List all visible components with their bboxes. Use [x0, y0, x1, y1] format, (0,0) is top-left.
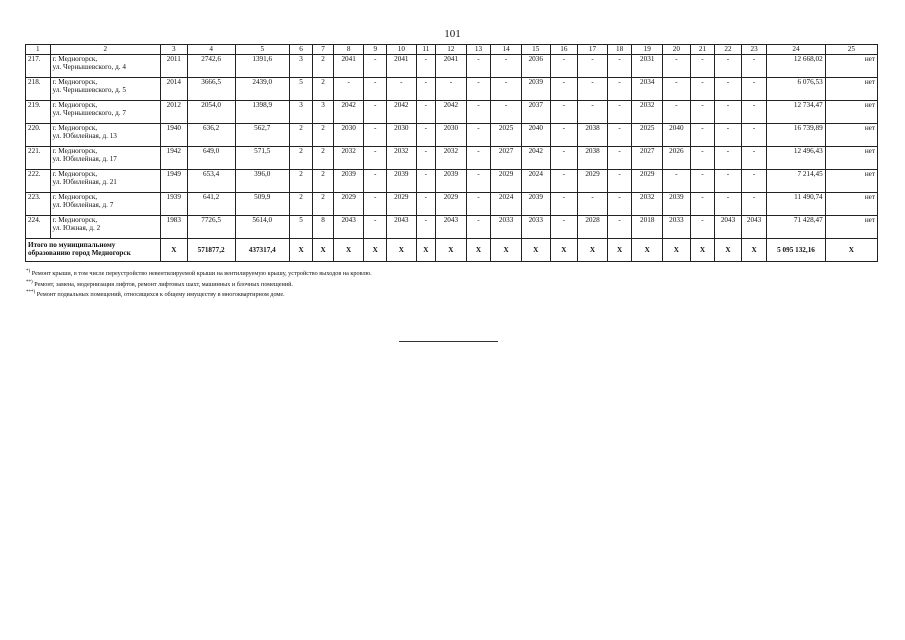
table-cell: -: [550, 124, 578, 147]
total-cell: Х: [364, 239, 387, 262]
table-cell: -: [491, 78, 522, 101]
address-cell: г. Медногорск, ул. Юбилейная, д. 21: [50, 170, 160, 193]
column-number: 14: [491, 45, 522, 55]
column-number: 19: [632, 45, 663, 55]
table-row: [26, 124, 878, 147]
table-cell: -: [607, 170, 632, 193]
column-number: 6: [289, 45, 313, 55]
table-cell: -: [364, 193, 387, 216]
table-cell: 2033: [521, 216, 550, 239]
table-cell: 2042: [386, 101, 416, 124]
column-number: 20: [663, 45, 691, 55]
column-number-row: [26, 45, 878, 55]
total-cell: Х: [436, 239, 467, 262]
status-cell: нет: [825, 170, 877, 193]
table-cell: -: [466, 78, 491, 101]
table-cell: -: [741, 55, 767, 78]
table-cell: 2: [289, 170, 313, 193]
table-cell: -: [364, 124, 387, 147]
table-cell: -: [663, 78, 691, 101]
table-cell: 2024: [491, 193, 522, 216]
table-cell: 2: [313, 124, 333, 147]
table-cell: -: [663, 55, 691, 78]
table-cell: -: [364, 78, 387, 101]
cost-cell: 16 739,89: [767, 124, 825, 147]
column-number: 18: [607, 45, 632, 55]
table-cell: 2041: [333, 55, 364, 78]
column-number: 15: [521, 45, 550, 55]
table-cell: -: [715, 101, 742, 124]
table-cell: -: [333, 78, 364, 101]
address-cell: г. Медногорск, ул. Юбилейная, д. 17: [50, 147, 160, 170]
table-cell: 2029: [578, 170, 608, 193]
table-cell: 1940: [161, 124, 188, 147]
address-cell: г. Медногорск, ул. Юбилейная, д. 7: [50, 193, 160, 216]
table-cell: -: [416, 101, 435, 124]
column-number: 23: [741, 45, 767, 55]
table-cell: 2014: [161, 78, 188, 101]
table-cell: 2: [313, 147, 333, 170]
table-cell: 5: [289, 216, 313, 239]
column-number: 11: [416, 45, 435, 55]
table-cell: 3: [289, 101, 313, 124]
table-cell: 2742,6: [187, 55, 235, 78]
table-cell: -: [416, 193, 435, 216]
table-cell: 3: [289, 55, 313, 78]
table-cell: 2040: [521, 124, 550, 147]
table-cell: -: [491, 55, 522, 78]
table-cell: -: [741, 101, 767, 124]
table-cell: 2027: [491, 147, 522, 170]
column-number: 17: [578, 45, 608, 55]
table-cell: 636,2: [187, 124, 235, 147]
table-cell: -: [663, 101, 691, 124]
cost-cell: 11 490,74: [767, 193, 825, 216]
table-cell: 2043: [386, 216, 416, 239]
status-cell: нет: [825, 55, 877, 78]
table-cell: 2039: [663, 193, 691, 216]
total-cell: Х: [333, 239, 364, 262]
table-cell: 2: [313, 78, 333, 101]
row-number: 218.: [26, 78, 51, 101]
table-cell: 2039: [521, 78, 550, 101]
total-cell: Х: [607, 239, 632, 262]
table-cell: -: [715, 193, 742, 216]
status-cell: нет: [825, 101, 877, 124]
table-cell: 1983: [161, 216, 188, 239]
table-cell: -: [550, 55, 578, 78]
table-cell: -: [364, 55, 387, 78]
cost-cell: 71 428,47: [767, 216, 825, 239]
total-cell: Х: [416, 239, 435, 262]
table-cell: -: [550, 78, 578, 101]
table-cell: -: [607, 216, 632, 239]
footnotes: [26, 268, 372, 300]
row-number: 223.: [26, 193, 51, 216]
footnote-text: Ремонт подвальных помещений, относящихся к общему имуществу в многоквартирном доме.: [36, 291, 285, 299]
column-number: 25: [825, 45, 877, 55]
table-cell: -: [386, 78, 416, 101]
column-number: 4: [187, 45, 235, 55]
table-cell: -: [715, 147, 742, 170]
total-cell: Х: [161, 239, 188, 262]
footnote-mark: ***): [26, 290, 36, 296]
row-number: 222.: [26, 170, 51, 193]
status-cell: нет: [825, 193, 877, 216]
table-cell: 5614,0: [235, 216, 289, 239]
table-cell: -: [607, 147, 632, 170]
table-cell: 2039: [521, 193, 550, 216]
table-cell: -: [466, 193, 491, 216]
column-number: 7: [313, 45, 333, 55]
table-cell: 2029: [491, 170, 522, 193]
table-cell: 2030: [386, 124, 416, 147]
column-number: 13: [466, 45, 491, 55]
table-cell: 2029: [333, 193, 364, 216]
table-cell: 2039: [386, 170, 416, 193]
total-row: [26, 239, 878, 262]
table-cell: 2026: [663, 147, 691, 170]
column-number: 8: [333, 45, 364, 55]
separator-line: [399, 341, 498, 342]
table-cell: 2029: [386, 193, 416, 216]
total-cell: Х: [466, 239, 491, 262]
table-cell: -: [491, 101, 522, 124]
table-cell: 2036: [521, 55, 550, 78]
table-cell: 509,9: [235, 193, 289, 216]
table-cell: 2029: [436, 193, 467, 216]
table-cell: -: [690, 170, 715, 193]
table-cell: 2039: [436, 170, 467, 193]
status-cell: нет: [825, 216, 877, 239]
table-cell: -: [715, 78, 742, 101]
total-cell: Х: [663, 239, 691, 262]
column-number: 3: [161, 45, 188, 55]
row-number: 221.: [26, 147, 51, 170]
cost-cell: 12 496,43: [767, 147, 825, 170]
address-cell: г. Медногорск, ул. Чернышевского, д. 7: [50, 101, 160, 124]
table-cell: -: [690, 193, 715, 216]
table-cell: 2043: [741, 216, 767, 239]
total-cell: 437317,4: [235, 239, 289, 262]
table-cell: 2032: [436, 147, 467, 170]
table-cell: -: [364, 147, 387, 170]
table-cell: 1391,6: [235, 55, 289, 78]
table-cell: -: [663, 170, 691, 193]
total-cell: Х: [690, 239, 715, 262]
table-cell: 2040: [663, 124, 691, 147]
table-cell: 3: [313, 101, 333, 124]
total-cell: Х: [715, 239, 742, 262]
table-row: [26, 170, 878, 193]
table-cell: -: [715, 124, 742, 147]
table-cell: 2: [313, 170, 333, 193]
table-cell: 2030: [333, 124, 364, 147]
table-cell: 2029: [632, 170, 663, 193]
table-cell: -: [741, 147, 767, 170]
table-row: [26, 147, 878, 170]
table-cell: -: [550, 147, 578, 170]
address-cell: г. Медногорск, ул. Чернышевского, д. 4: [50, 55, 160, 78]
table-row: [26, 55, 878, 78]
total-cell: Х: [313, 239, 333, 262]
row-number: 224.: [26, 216, 51, 239]
status-cell: нет: [825, 124, 877, 147]
table-cell: -: [607, 55, 632, 78]
table-cell: -: [578, 193, 608, 216]
table-cell: -: [690, 124, 715, 147]
table-cell: 562,7: [235, 124, 289, 147]
table-cell: 2041: [386, 55, 416, 78]
table-cell: 2043: [715, 216, 742, 239]
status-cell: нет: [825, 78, 877, 101]
table-cell: 8: [313, 216, 333, 239]
footnote: [26, 279, 372, 290]
table-cell: -: [416, 147, 435, 170]
column-number: 10: [386, 45, 416, 55]
footnote: [26, 289, 372, 300]
total-cell: Х: [550, 239, 578, 262]
table-cell: -: [690, 78, 715, 101]
table-cell: -: [715, 55, 742, 78]
total-cell: 571877,2: [187, 239, 235, 262]
table-cell: 2031: [632, 55, 663, 78]
total-label: Итого по муниципальному образованию город Медногорск: [26, 239, 161, 262]
table-cell: 1949: [161, 170, 188, 193]
table-cell: -: [607, 193, 632, 216]
column-number: 24: [767, 45, 825, 55]
table-cell: 2037: [521, 101, 550, 124]
table-cell: 2030: [436, 124, 467, 147]
column-number: 5: [235, 45, 289, 55]
table-cell: 2018: [632, 216, 663, 239]
footnote-mark: *): [26, 269, 31, 274]
address-cell: г. Медногорск, ул. Южная, д. 2: [50, 216, 160, 239]
table-cell: 2043: [436, 216, 467, 239]
table-cell: -: [416, 55, 435, 78]
column-number: 16: [550, 45, 578, 55]
table-cell: -: [466, 55, 491, 78]
column-number: 1: [26, 45, 51, 55]
column-number: 2: [50, 45, 160, 55]
table-cell: -: [550, 216, 578, 239]
status-cell: нет: [825, 147, 877, 170]
table-cell: -: [364, 170, 387, 193]
table-cell: 2032: [333, 147, 364, 170]
table-cell: 2054,0: [187, 101, 235, 124]
table-cell: -: [578, 78, 608, 101]
table-cell: 2012: [161, 101, 188, 124]
table-cell: -: [741, 193, 767, 216]
table-cell: -: [416, 78, 435, 101]
table-cell: -: [690, 55, 715, 78]
total-cell: Х: [289, 239, 313, 262]
table-cell: 7726,5: [187, 216, 235, 239]
table-cell: -: [466, 147, 491, 170]
table-cell: 2032: [632, 193, 663, 216]
table-cell: -: [550, 193, 578, 216]
total-cell: Х: [741, 239, 767, 262]
table-cell: 1398,9: [235, 101, 289, 124]
table-cell: -: [607, 101, 632, 124]
table-cell: 2: [289, 147, 313, 170]
table-cell: 2042: [521, 147, 550, 170]
table-cell: 2038: [578, 124, 608, 147]
table-cell: -: [690, 101, 715, 124]
footnote: [26, 268, 372, 279]
table-cell: 3666,5: [187, 78, 235, 101]
table-cell: 2024: [521, 170, 550, 193]
table-cell: 2025: [632, 124, 663, 147]
table-cell: 2042: [333, 101, 364, 124]
address-cell: г. Медногорск, ул. Юбилейная, д. 13: [50, 124, 160, 147]
table-cell: -: [416, 170, 435, 193]
row-number: 220.: [26, 124, 51, 147]
table-cell: -: [550, 170, 578, 193]
table-cell: 1942: [161, 147, 188, 170]
total-cell: Х: [578, 239, 608, 262]
total-cell: Х: [632, 239, 663, 262]
table-cell: -: [715, 170, 742, 193]
table-cell: -: [741, 124, 767, 147]
table-cell: 1939: [161, 193, 188, 216]
table-cell: 2439,0: [235, 78, 289, 101]
column-number: 12: [436, 45, 467, 55]
table-cell: 2: [313, 55, 333, 78]
page-number: 101: [444, 28, 461, 40]
table-cell: -: [578, 55, 608, 78]
table-cell: -: [364, 101, 387, 124]
table-cell: 2041: [436, 55, 467, 78]
row-number: 219.: [26, 101, 51, 124]
table-cell: 641,2: [187, 193, 235, 216]
total-cost-cell: 5 095 132,16: [767, 239, 825, 262]
footnote-text: Ремонт крыши, в том числе переустройство невентилируемой крыши на вентилируемую крышу, устройство выходов на кровлю.: [31, 270, 372, 278]
column-number: 9: [364, 45, 387, 55]
table-cell: -: [466, 216, 491, 239]
table-row: [26, 193, 878, 216]
table-cell: 2042: [436, 101, 467, 124]
footnote-text: Ремонт, замена, модернизация лифтов, ремонт лифтовых шахт, машинных и блочных помещений.: [34, 280, 293, 288]
table-cell: -: [416, 124, 435, 147]
column-number: 22: [715, 45, 742, 55]
table-cell: 2025: [491, 124, 522, 147]
table-cell: -: [466, 170, 491, 193]
table-cell: 2033: [491, 216, 522, 239]
table-cell: 2011: [161, 55, 188, 78]
table-cell: -: [416, 216, 435, 239]
table-cell: -: [690, 216, 715, 239]
cost-cell: 7 214,45: [767, 170, 825, 193]
table-row: [26, 216, 878, 239]
column-number: 21: [690, 45, 715, 55]
table-cell: 2043: [333, 216, 364, 239]
table-cell: -: [436, 78, 467, 101]
total-cell: Х: [386, 239, 416, 262]
table-cell: 2032: [632, 101, 663, 124]
table-cell: -: [466, 101, 491, 124]
table-cell: -: [550, 101, 578, 124]
footnote-mark: **): [26, 279, 33, 285]
table-cell: 571,5: [235, 147, 289, 170]
cost-cell: 12 668,02: [767, 55, 825, 78]
table-cell: 2034: [632, 78, 663, 101]
table-row: [26, 78, 878, 101]
table-cell: 2027: [632, 147, 663, 170]
total-cell: Х: [521, 239, 550, 262]
table-cell: 396,0: [235, 170, 289, 193]
table-cell: 2033: [663, 216, 691, 239]
table-cell: 653,4: [187, 170, 235, 193]
table-cell: 649,0: [187, 147, 235, 170]
row-number: 217.: [26, 55, 51, 78]
table-cell: 2039: [333, 170, 364, 193]
table-cell: -: [690, 147, 715, 170]
table-cell: 2032: [386, 147, 416, 170]
table-cell: -: [364, 216, 387, 239]
table-cell: 5: [289, 78, 313, 101]
table-cell: -: [578, 101, 608, 124]
cost-cell: 6 076,53: [767, 78, 825, 101]
repair-schedule-table: [25, 44, 878, 262]
table-cell: 2: [313, 193, 333, 216]
table-cell: -: [741, 170, 767, 193]
table-cell: -: [466, 124, 491, 147]
table-cell: -: [607, 124, 632, 147]
address-cell: г. Медногорск, ул. Чернышевского, д. 5: [50, 78, 160, 101]
table-row: [26, 101, 878, 124]
table-cell: 2028: [578, 216, 608, 239]
cost-cell: 12 734,47: [767, 101, 825, 124]
table-cell: 2: [289, 193, 313, 216]
total-cell: Х: [491, 239, 522, 262]
table-cell: -: [741, 78, 767, 101]
table-cell: -: [607, 78, 632, 101]
total-cell: Х: [825, 239, 877, 262]
table-cell: 2038: [578, 147, 608, 170]
table-cell: 2: [289, 124, 313, 147]
